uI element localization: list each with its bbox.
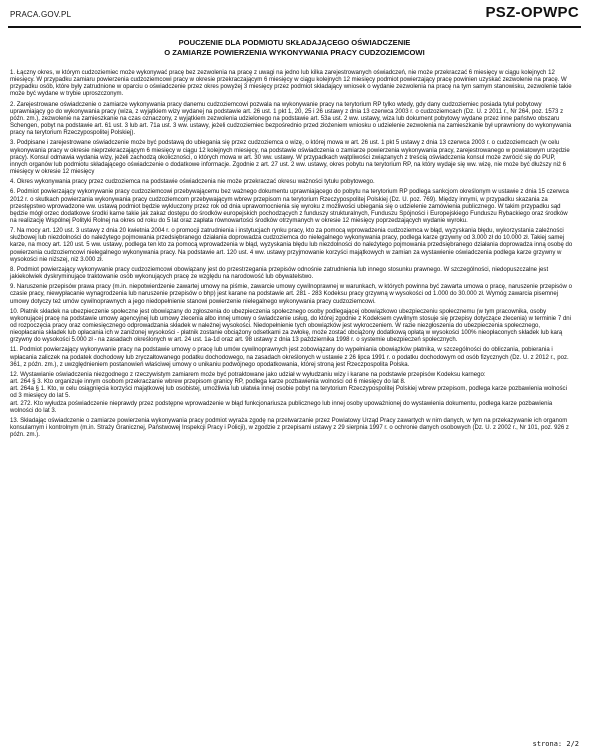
paragraph-6: 6. Podmiot powierzający wykonywanie pracy cudzoziemcowi przebywającemu bez ważnego dokumentu uprawniającego do pobytu na terytorium RP podlega sankcjom określonym w ustawie z dnia 15 czerwca 2012 r. o skutkach powierzania wykonywania pracy cudzoziemcom przebywającym wbrew przepisom na terytorium Rzeczypospolitej Polskiej (Dz. U. poz. 769). Między innymi, w przypadku skazania za przestępstwo wprowadzone ww. ustawą podmiot będzie wykluczony przez rok od dnia uprawomocnienia się wyroku z możliwości ubiegania się o udzielenie zamówienia publicznego. W takim przypadku sąd będzie mógł orzec dodatkowe środki karne takie jak zakaz dostępu do środków europejskich pochodzących z funduszy strukturalnych, Funduszu Spójności i Europejskiego Funduszu Rybackiego oraz środków na realizację Wspólnej Polityki Rolnej na okres od roku do 5 lat oraz zapłata równowartości środków otrzymanych w okresie 12 miesięcy poprzedzających wydanie wyroku. — [10, 189, 569, 224]
paragraph-11: 11. Podmiot powierzający wykonywanie pracy na podstawie umowy o pracę lub umów cywilnoprawnych jest zobowiązany do wypełniania obowiązków płatnika, w szczególności do obliczania, pobierania i wpłacania zaliczek na podatek dochodowy lub zryczałtowanego podatku dochodowego, na zasadach określonych w ustawie z 26 lipca 1991 r. o podatku dochodowym od osób fizycznych (Dz. U. z 2012 r., poz. 361, z późn. zm.), z uwzględnieniem postanowień właściwej umowy o unikaniu podwójnego opodatkowania, której stroną jest Rzeczpospolita Polska. — [10, 347, 569, 368]
paragraph-8: 8. Podmiot powierzający wykonywanie pracy cudzoziemcowi obowiązany jest do przestrzegania przepisów odnośnie zatrudnienia lub innego stosunku prawnego. W szczególności, niedopuszczalne jest jakiekolwiek dyskryminujące traktowanie osób wykonujących pracę ze względu na narodowość lub obywatelstwo. — [10, 266, 549, 281]
paragraph-3: 3. Podpisane i zarejestrowane oświadczenie może być podstawą do ubiegania się przez cudzoziemca o wizę, o której mowa w art. 26 ust. 1 pkt 5 ustawy z dnia 13 czerwca 2003 r. o cudzoziemcach (w celu wykonywania pracy w okresie nieprzekraczającym 6 miesięcy w ciągu 12 kolejnych miesięcy, na podstawie oświadczenia o zamiarze powierzenia wykonywania pracy, zarejestrowanego w powiatowym urzędzie pracy). Konsul odmawia wydania wizy, jeżeli zachodzą okoliczności, o których mowa w art. 30 ww. ustawy. W przypadkach wątpliwości związanych z treścią oświadczenia konsul może zwrócić się do PUP, innych organów lub podmiotu składającego oświadczenie o dodatkowe informacje. Zgodnie z art. 27 ust. 2 ww. ustawy, okres pobytu na terytorium RP, na który wydaje się ww. wizę, nie może być dłuższy niż 6 miesięcy w okresie 12 miesięcy — [10, 140, 570, 176]
paragraph-2: 2. Zarejestrowane oświadczenie o zamiarze wykonywania pracy danemu cudzoziemcowi pozwala na wykonywanie pracy na terytorium RP tylko wtedy, gdy dany cudzoziemiec posiada tytuł pobytowy uprawniający go do wykonywania pracy (wiza, z wyjątkiem wizy wydanej na podstawie art. 26 ust. 1 pkt 1, 20, 25 i 26 ustawy z dnia 13 czerwca 2003 r. o cudzoziemcach (Dz. U. z 2011 r., Nr 264, poz. 1573 z późn. zm.), zezwolenie na zamieszkanie na czas oznaczony, z wyjątkiem zezwolenia udzielonego na podstawie art. 53a ust. 2 ww. ustawy, wiza lub dokument pobytowy wydane przez inne państwo obszaru Schengen, pobyt na podstawie art. 61 ust. 3 lub art. 71a ust. 3 ww. ustawy, jeżeli cudzoziemiec bezpośrednio przed złożeniem wniosku o udzielenie zezwolenia na zamieszkanie był uprawniony do wykonywania pracy na terytorium Rzeczypospolitej Polskiej). — [10, 101, 572, 137]
paragraph-13: 13. Składając oświadczenie o zamiarze powierzenia wykonywania pracy podmiot wyraża zgodę na przetwarzanie przez Powiatowy Urząd Pracy zawartych w nim danych, w tym na przekazywanie ich organom konsularnym i kontrolnym (m.in. Straży Granicznej, Państwowej Inspekcji Pracy i Policji), w zgodzie z przepisami ustawy z 29 sierpnia 1997 r. o ochronie danych osobowych (Dz. U. z 2002 r., Nr 101, poz. 926 z późn. zm.). — [10, 417, 569, 439]
header-divider — [8, 26, 581, 28]
document-title — [10, 38, 579, 58]
paragraph-4: 4. Okres wykonywania pracy przez cudzoziemca na podstawie oświadczenia nie może przekraczać okresu ważności tytułu pobytowego. — [10, 179, 375, 186]
paragraph-9: 9. Naruszenie przepisów prawa pracy (m.in. niepotwierdzenie zawartej umowy na piśmie, zawarcie umowy cywilnoprawnej w warunkach, w których powinna być zawarta umowa o pracę, naruszenie przepisów o czasie pracy, niewypłacanie wynagrodzenia lub naruszenie przepisów o bhp) jest karane na podstawie art. 281 - 283 Kodeksu pracy grzywną w wysokości od 1.000 do 30.000 zł. Wymóg zawarcia pisemnej umowy dotyczy też umów cywilnoprawnych a jego niedopełnienie stanowi powierzenie nielegalnego wykonywania pracy cudzoziemcowi. — [10, 284, 572, 305]
title-line-2: O ZAMIARZE POWIERZENIA WYKONYWANIA PRACY CUDZOZIEMCOWI — [164, 48, 425, 57]
form-code: PSZ-OPWPC — [485, 4, 579, 21]
paragraph-12: 12. Wystawianie oświadczenia niezgodnego z rzeczywistym zamiarem może być potraktowane jako udział w wyłudzaniu wizy i karane na podstawie przepisów Kodeksu karnego: art. 264 § 3. Kto organizuje innym osobom przekraczanie wbrew przepisom granicy RP, podlega karze pozbawienia wolności od 6 miesięcy do lat 8. art. 264a § 1. Kto, w celu osiągnięcia korzyści majątkowej lub osobistej, umożliwia lub ułatwia innej osobie pobyt na terytorium Rzeczypospolitej Polskiej wbrew przepisom, podlega karze pozbawienia wolności od 3 miesięcy do lat 5. art. 272. Kto wyłudza poświadczenie nieprawdy przez podstępne wprowadzenie w błąd funkcjonariusza publicznego lub innej osoby upoważnionej do wystawienia dokumentu, podlega karze pozbawienia wolności do lat 3. — [10, 371, 567, 414]
page-header — [10, 4, 579, 26]
paragraph-10: 10. Płatnik składek na ubezpieczenie społeczne jest obowiązany do zgłoszenia do ubezpieczenia społecznego osoby podlegającej obowiązkowo ubezpieczeniu społecznemu (w tym pracownika, osoby wykonującej pracę na podstawie umowy agencyjnej lub umowy zlecenia albo innej umowy o świadczenie usług, do której zgodnie z Kodeksem cywilnym stosuje się przepisy dotyczące zlecenia) w terminie 7 dni od rozpoczęcia pracy oraz comiesięcznego odprowadzania składek w należnej wysokości. Niedopełnienie tych obowiązków jest wykroczeniem. W razie niezgłoszenia do ubezpieczenia społecznego, nieopłacania składek lub opłacania ich w zaniżonej wysokości - płatnik zostanie obciążony odsetkami za zwłokę, może zostać obciążony dodatkową opłatą w wysokości 100% nieopłaconych składek lub karą grzywny do wysokości 5.000 zł - na zasadach określonych w art. 24 ust. 1a-1d oraz art. 98 ustawy z dnia 13 października 1998 r. o systemie ubezpieczeń społecznych. — [10, 308, 571, 344]
paragraph-7: 7. Na mocy art. 120 ust. 3 ustawy z dnia 20 kwietnia 2004 r. o promocji zatrudnienia i instytucjach rynku pracy, kto za pomocą wprowadzenia cudzoziemca w błąd, wyzyskania błędu, wykorzystania zależności służbowej lub niezdolności do należytego pojmowania przedsiębranego działania doprowadza cudzoziemca do nielegalnego wykonywania pracy, podlega karze grzywny od 3.000 zł do 10.000 zł. Takiej samej karze, na mocy art. 120 ust. 5 ww. ustawy, podlega ten kto za pomocą wprowadzenia w błąd, wyzyskania błędu lub niezdolności do należytego pojmowania przedsiębranego działania doprowadza inną osobę do powierzenia cudzoziemcowi nielegalnego wykonywania pracy. Na podstawie art. 120 ust. 4 ww. ustawy przyjmowanie korzyści majątkowych w zamian za wystawienie oświadczenia podlega karze grzywny w wysokości nie niższej, niż 3.000 zł. — [10, 228, 573, 263]
title-line-1: POUCZENIE DLA PODMIOTU SKŁADAJĄCEGO OŚWIADCZENIE — [178, 38, 411, 47]
page-number: strona: 2/2 — [532, 740, 579, 748]
site-name: PRACA.GOV.PL — [10, 10, 72, 19]
paragraph-1: 1. Łączny okres, w którym cudzoziemiec może wykonywać pracę bez zezwolenia na pracę z uwagi na jedno lub kilka zarejestrowanych oświadczeń, nie może przekraczać 6 miesięcy w ciągu kolejnych 12 miesięcy. W przypadku zamiaru powierzenia cudzoziemcowi pracy w okresie przekraczającym 6 miesięcy w ciągu kolejnych 12 miesięcy podmiot powierzający pracę powinien uzyskać zezwolenie na pracę. W przypadku osób, które były zatrudnione w oparciu o oświadczenie przez okres powyżej 3 miesięcy przez podmiot składający wniosek o wydanie zezwolenia na pracę na tym samym stanowisku, zezwolenie takie może być wydane w trybie uproszczonym. — [10, 70, 572, 98]
document-body — [10, 70, 573, 442]
